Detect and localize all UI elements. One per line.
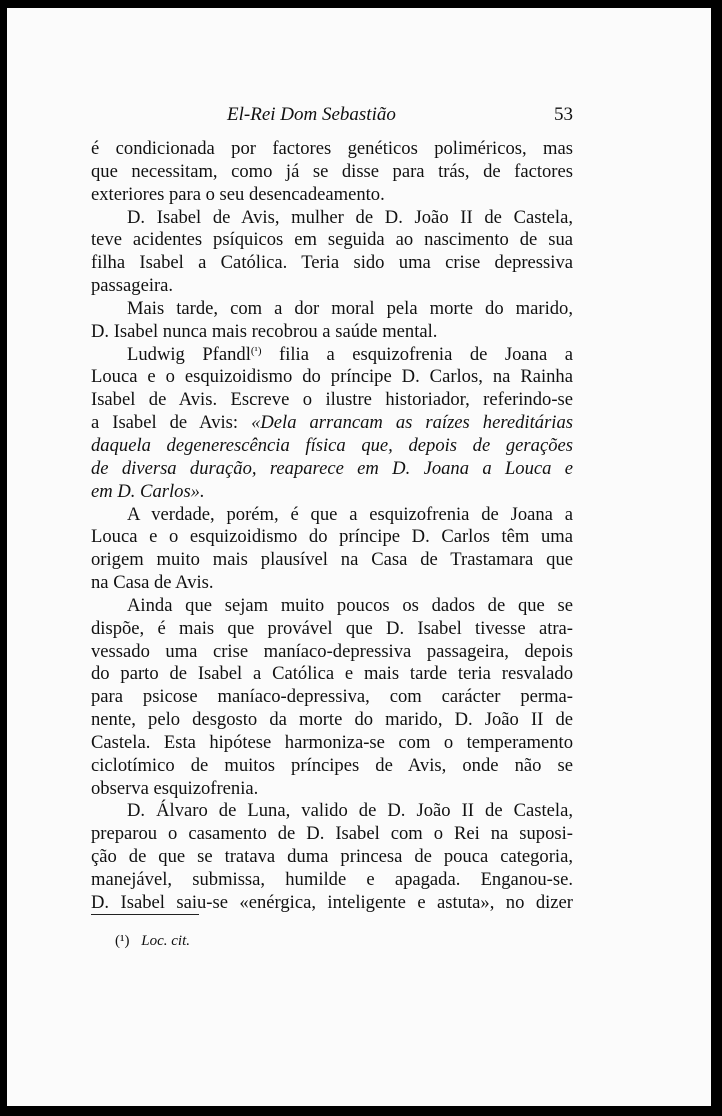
text-line: A verdade, porém, é que a esquizofrenia de Joana a [127, 503, 573, 525]
text-line: D. Isabel nunca mais recobrou a saúde mental. [91, 320, 438, 342]
quotation-line: de diversa duração, reaparece em D. Joana a Louca e [91, 457, 573, 479]
text-line: D. Isabel saiu-se «enérgica, inteligente e astuta», no dizer [91, 891, 573, 913]
footnote [115, 933, 190, 950]
text-line: manejável, submissa, humilde e apagada. Enganou-se. [91, 869, 573, 890]
text-line: origem muito mais plausível na Casa de Trastamara que [91, 549, 573, 571]
footnote-text: Loc. cit. [141, 933, 190, 949]
text-line: é condicionada por factores genéticos poliméricos, mas [91, 138, 573, 159]
text-line: Castela. Esta hipótese harmoniza-se com o temperamento [91, 731, 573, 753]
text-line: observa esquizofrenia. [91, 777, 259, 799]
footnote-reference: (¹) [250, 344, 262, 357]
text-line: preparou o casamento de D. Isabel com o Rei na suposi- [91, 823, 573, 845]
text-line: nente, pelo desgosto da morte do marido, D. João II de [91, 709, 573, 731]
text-line: Mais tarde, com a dor moral pela morte do marido, [127, 297, 573, 319]
text-line: D. Isabel de Avis, mulher de D. João II de Castela, [127, 206, 573, 228]
running-header [91, 92, 573, 132]
book-page [7, 8, 711, 1106]
text-line: que necessitam, como já se disse para trás, de factores [91, 160, 573, 182]
footnote-divider [91, 914, 199, 915]
text-line: Louca e o esquizoidismo do príncipe D. Carlos, na Rainha [91, 366, 573, 388]
page-number: 53 [554, 104, 573, 125]
text-line: Ainda que sejam muito poucos os dados de que se [127, 594, 573, 616]
quotation-line: em D. Carlos». [91, 480, 205, 502]
text-line: filha Isabel a Católica. Teria sido uma crise depressiva [91, 252, 573, 274]
text-line: dispõe, é mais que provável que D. Isabel tivesse atra- [91, 617, 573, 639]
text-line: Louca e o esquizoidismo do príncipe D. Carlos têm uma [91, 526, 573, 548]
text-line: do parto de Isabel a Católica e mais tarde teria resvalado [91, 663, 573, 685]
text-line: Ludwig Pfandl$^{(^1)}$ filia a esquizofrenia de Joana a [127, 343, 573, 365]
text-line: na Casa de Avis. [91, 572, 214, 594]
text-line: ciclotímico de muitos príncipes de Avis, onde não se [91, 754, 573, 776]
text-line: a Isabel de Avis: «Dela arrancam as raízes hereditárias [91, 412, 573, 434]
text-line: para psicose maníaco-depressiva, com carácter perma- [91, 686, 573, 708]
text-line: Isabel de Avis. Escreve o ilustre historiador, referindo-se [91, 389, 573, 411]
quotation-line: daquela degenerescência física que, depois de gerações [91, 434, 573, 456]
text-line: exteriores para o seu desencadeamento. [91, 183, 385, 205]
author-name: Ludwig Pfandl [127, 343, 251, 365]
text-line: D. Álvaro de Luna, valido de D. João II de Castela, [127, 800, 573, 822]
text-line: passageira. [91, 275, 174, 297]
text-line: vessado uma crise maníaco-depressiva passageira, depois [91, 640, 573, 662]
text-line: ção de que se tratava duma princesa de pouca categoria, [91, 846, 573, 868]
footnote-marker: (¹) [115, 933, 130, 949]
running-title: El-Rei Dom Sebastião [227, 104, 396, 125]
quotation: «Dela arrancam as raízes hereditárias [251, 412, 573, 434]
text-line: teve acidentes psíquicos em seguida ao nascimento de sua [91, 229, 573, 251]
body-text [91, 138, 573, 915]
